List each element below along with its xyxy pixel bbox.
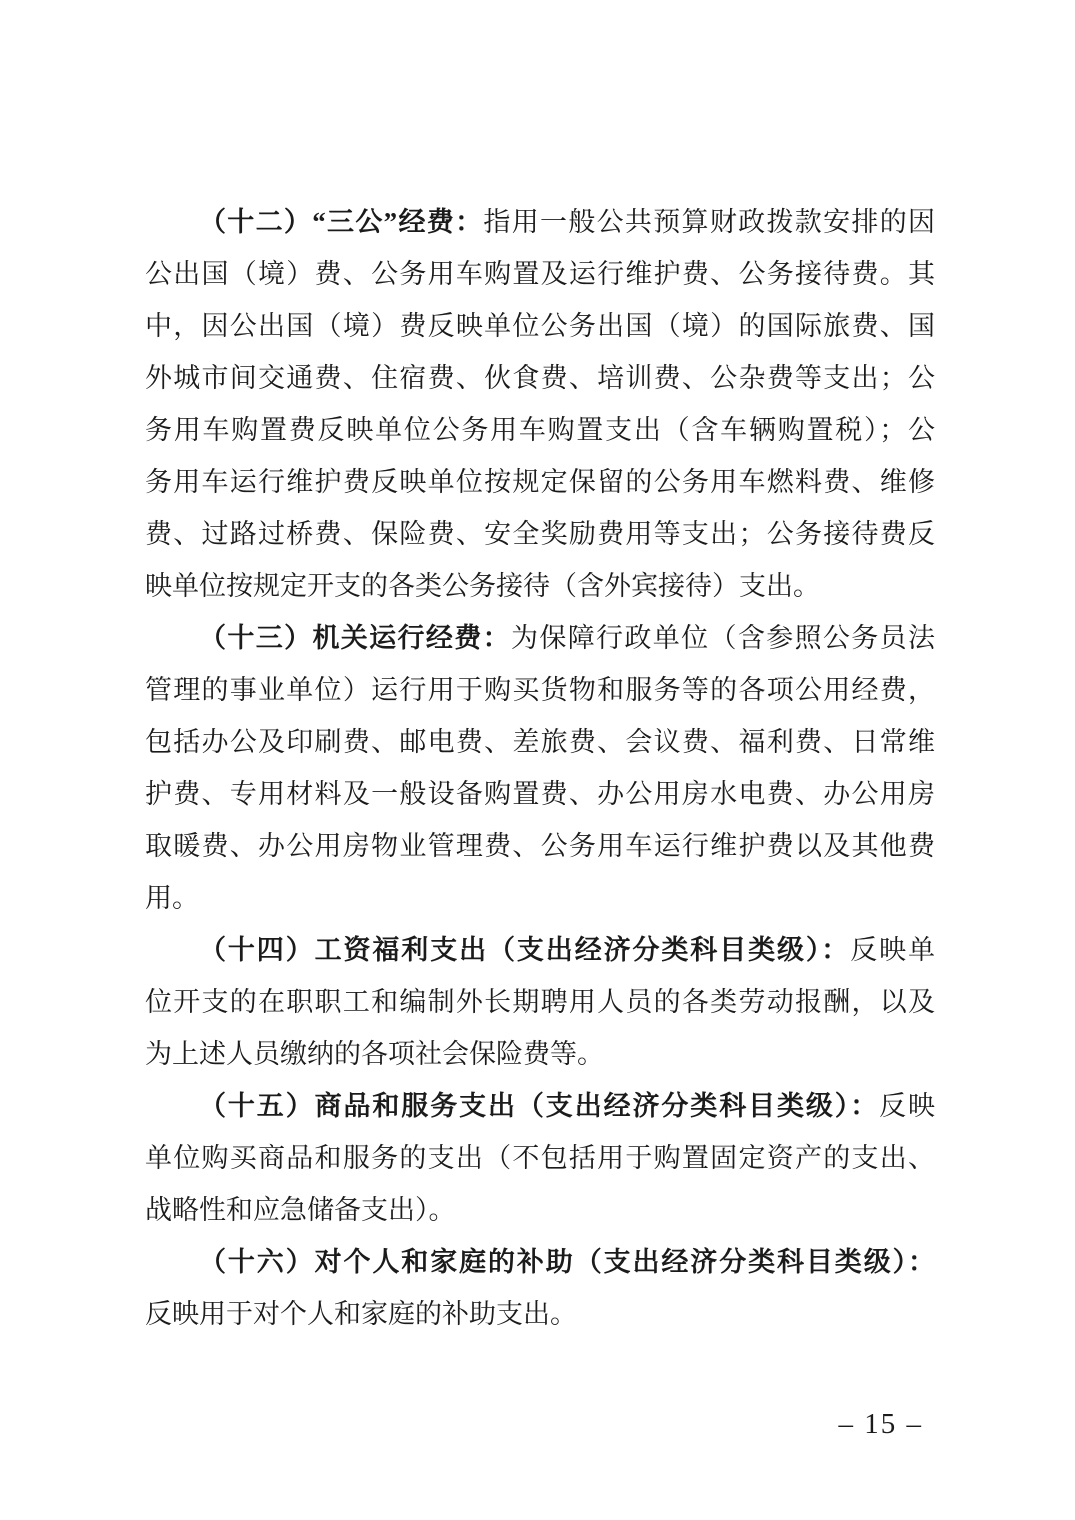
text-line: 外城市间交通费、住宿费、伙食费、培训费、公杂费等支出；公 <box>145 363 935 393</box>
text-line <box>145 612 935 664</box>
text-segment: 指用一般公共预算财政拨款安排的因 <box>483 207 935 237</box>
item-12-heading: （十二）“三公”经费： <box>199 207 484 237</box>
text-line: 映单位按规定开支的各类公务接待（含外宾接待）支出。 <box>145 571 820 601</box>
paragraph-item-13 <box>145 612 935 924</box>
page-number: – 15 – <box>838 1408 923 1440</box>
text-line <box>145 924 935 976</box>
text-segment: 反映 <box>879 1091 935 1121</box>
text-line: 包括办公及印刷费、邮电费、差旅费、会议费、福利费、日常维 <box>145 727 935 757</box>
paragraph-item-14 <box>145 924 935 1080</box>
text-line: 为上述人员缴纳的各项社会保险费等。 <box>145 1039 604 1069</box>
text-line <box>145 1236 935 1288</box>
text-line: 务用车运行维护费反映单位按规定保留的公务用车燃料费、维修 <box>145 467 935 497</box>
paragraph-item-15 <box>145 1080 935 1236</box>
document-body <box>145 196 935 1340</box>
text-line: 管理的事业单位）运行用于购买货物和服务等的各项公用经费， <box>145 675 935 705</box>
text-line <box>145 1080 935 1132</box>
text-line <box>145 196 935 248</box>
text-segment: 反映单 <box>850 935 935 965</box>
text-line: 务用车购置费反映单位公务用车购置支出（含车辆购置税）；公 <box>145 415 935 445</box>
text-line: 用。 <box>145 883 199 913</box>
text-line: 位开支的在职职工和编制外长期聘用人员的各类劳动报酬，以及 <box>145 987 935 1017</box>
text-line: 护费、专用材料及一般设备购置费、办公用房水电费、办公用房 <box>145 779 935 809</box>
item-13-heading: （十三）机关运行经费： <box>199 623 511 653</box>
text-line: 单位购买商品和服务的支出（不包括用于购置固定资产的支出、 <box>145 1143 935 1173</box>
text-line: 反映用于对个人和家庭的补助支出。 <box>145 1299 577 1329</box>
item-14-heading: （十四）工资福利支出（支出经济分类科目类级）： <box>199 935 851 965</box>
text-line: 费、过路过桥费、保险费、安全奖励费用等支出；公务接待费反 <box>145 519 935 549</box>
text-line: 取暖费、办公用房物业管理费、公务用车运行维护费以及其他费 <box>145 831 935 861</box>
item-15-heading: （十五）商品和服务支出（支出经济分类科目类级）： <box>199 1091 880 1121</box>
text-line: 中，因公出国（境）费反映单位公务出国（境）的国际旅费、国 <box>145 311 935 341</box>
text-line: 公出国（境）费、公务用车购置及运行维护费、公务接待费。其 <box>145 259 935 289</box>
text-segment: 为保障行政单位（含参照公务员法 <box>510 623 935 653</box>
text-line: 战略性和应急储备支出）。 <box>145 1195 456 1225</box>
paragraph-item-16 <box>145 1236 935 1340</box>
item-16-heading: （十六）对个人和家庭的补助（支出经济分类科目类级）： <box>199 1247 935 1277</box>
paragraph-item-12 <box>145 196 935 612</box>
